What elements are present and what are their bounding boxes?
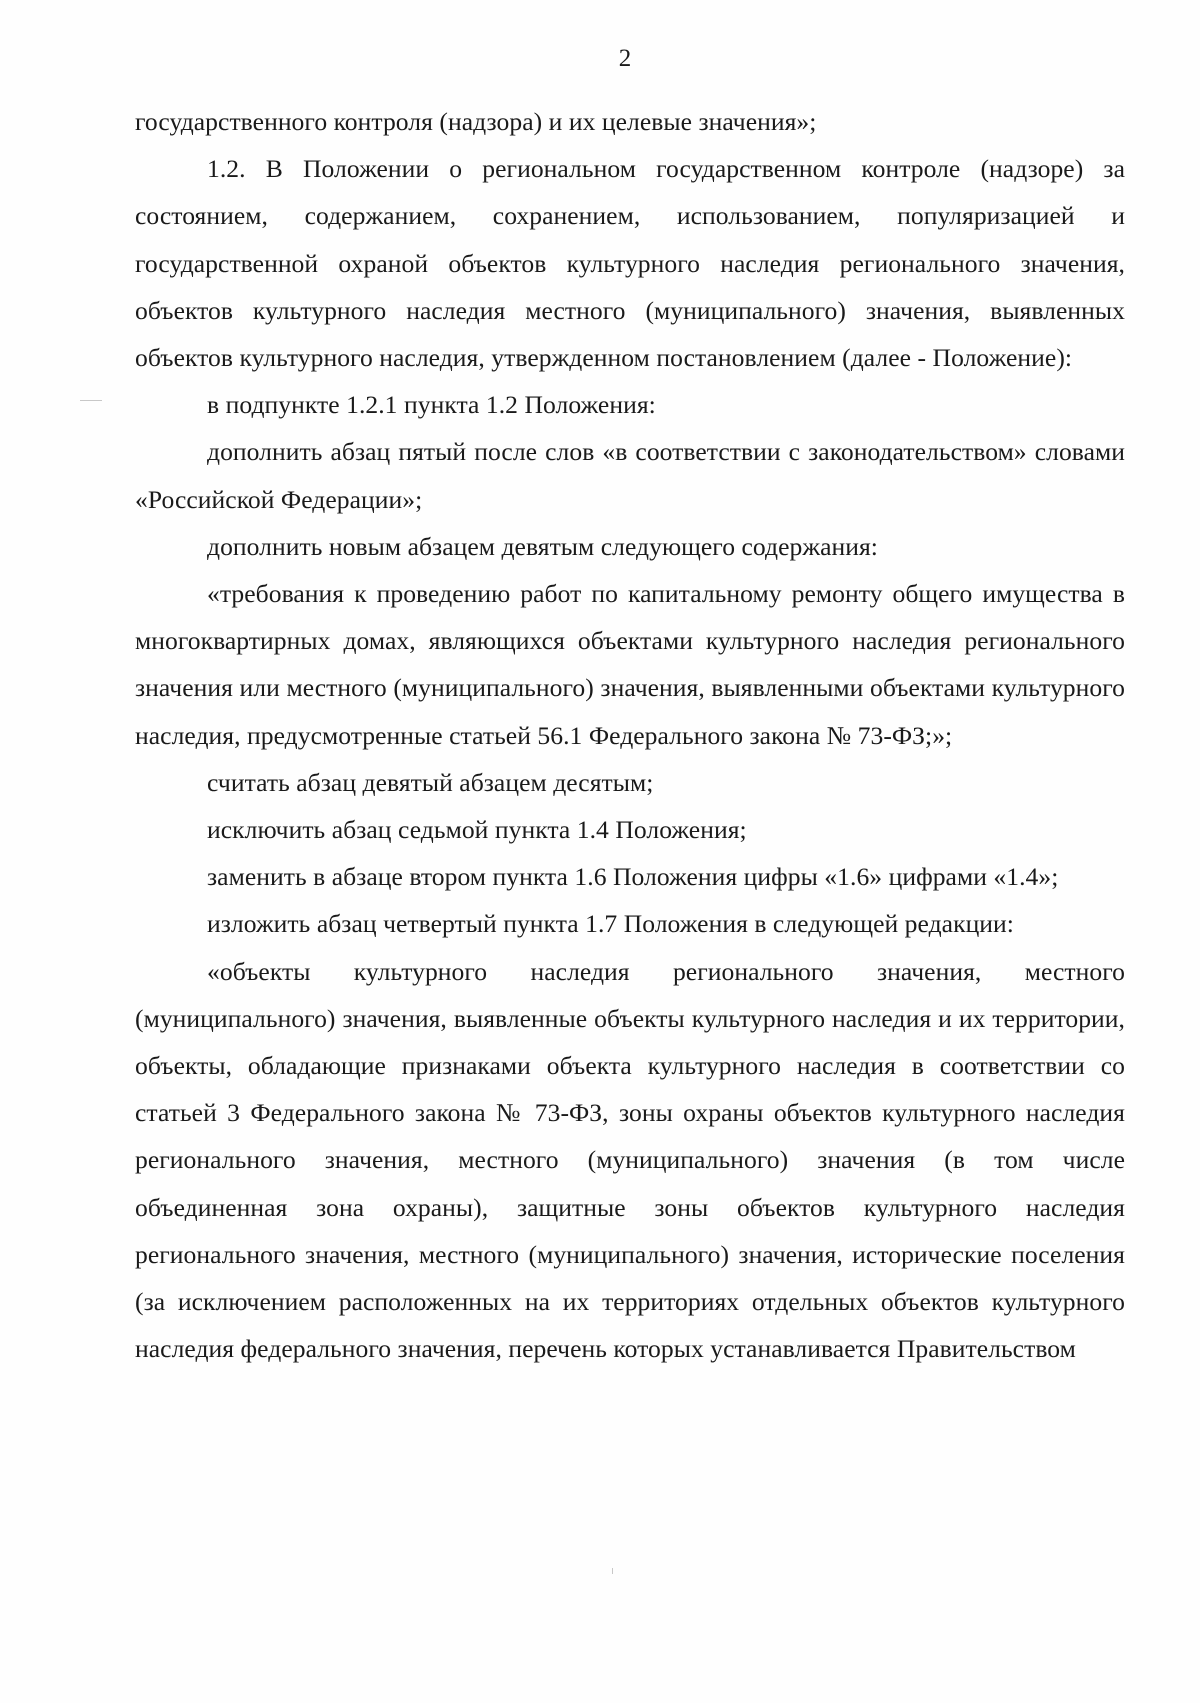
paragraph-continuation: государственного контроля (надзора) и их целевые значения»;: [135, 107, 817, 136]
paragraph-1-2: 1.2. В Положении о региональном государственном контроле (надзоре) за состоянием, содержанием, сохранением, использованием, популяризацией и государственной охраной объектов культурного наследия регионального значения, объектов культурного наследия местного (муниципального) значения, выявленных объектов культурного наследия, утвержденном постановлением (далее - Положение):: [135, 154, 1125, 373]
paragraph-quoted-requirement: «требования к проведению работ по капитальному ремонту общего имущества в многоквартирных домах, являющихся объектами культурного наследия регионального значения или местного (муниципального) значения, выявленными объектами культурного наследия, предусмотренные статьей 56.1 Федерального закона № 73-ФЗ;»;: [135, 579, 1125, 750]
paragraph-amendment-9: дополнить новым абзацем девятым следующего содержания:: [207, 531, 878, 561]
paragraph-quoted-objects: «объекты культурного наследия регионального значения, местного (муниципального) значения, выявленные объекты культурного наследия и их территории, объекты, обладающие признаками объекта культурного наследия в соответствии со статьей 3 Федерального закона № 73-ФЗ, зоны охраны объектов культурного наследия регионального значения, местного (муниципального) значения (в том числе объединенная зона охраны), защитные зоны объектов культурного наследия регионального значения, местного (муниципального) значения, исторические поселения (за исключением расположенных на их территориях отдельных объектов культурного наследия федерального значения, перечень которых устанавливается Правительством: [135, 956, 1125, 1364]
document-body: [135, 98, 1125, 1372]
paragraph-restate: изложить абзац четвертый пункта 1.7 Положения в следующей редакции:: [207, 909, 1014, 939]
paragraph-amendment-5: дополнить абзац пятый после слов «в соответствии с законодательством» словами «Российской Федерации»;: [135, 437, 1125, 514]
paragraph-exclude: исключить абзац седьмой пункта 1.4 Положения;: [207, 815, 747, 845]
scan-artifact: [80, 400, 102, 401]
page-number: 2: [618, 45, 632, 72]
paragraph-replace-digits: заменить в абзаце втором пункта 1.6 Положения цифры «1.6» цифрами «1.4»;: [207, 862, 1059, 892]
scan-artifact: [612, 1568, 613, 1574]
paragraph-renumber: считать абзац девятый абзацем десятым;: [207, 767, 654, 797]
paragraph-subpoint: в подпункте 1.2.1 пункта 1.2 Положения:: [207, 390, 656, 420]
